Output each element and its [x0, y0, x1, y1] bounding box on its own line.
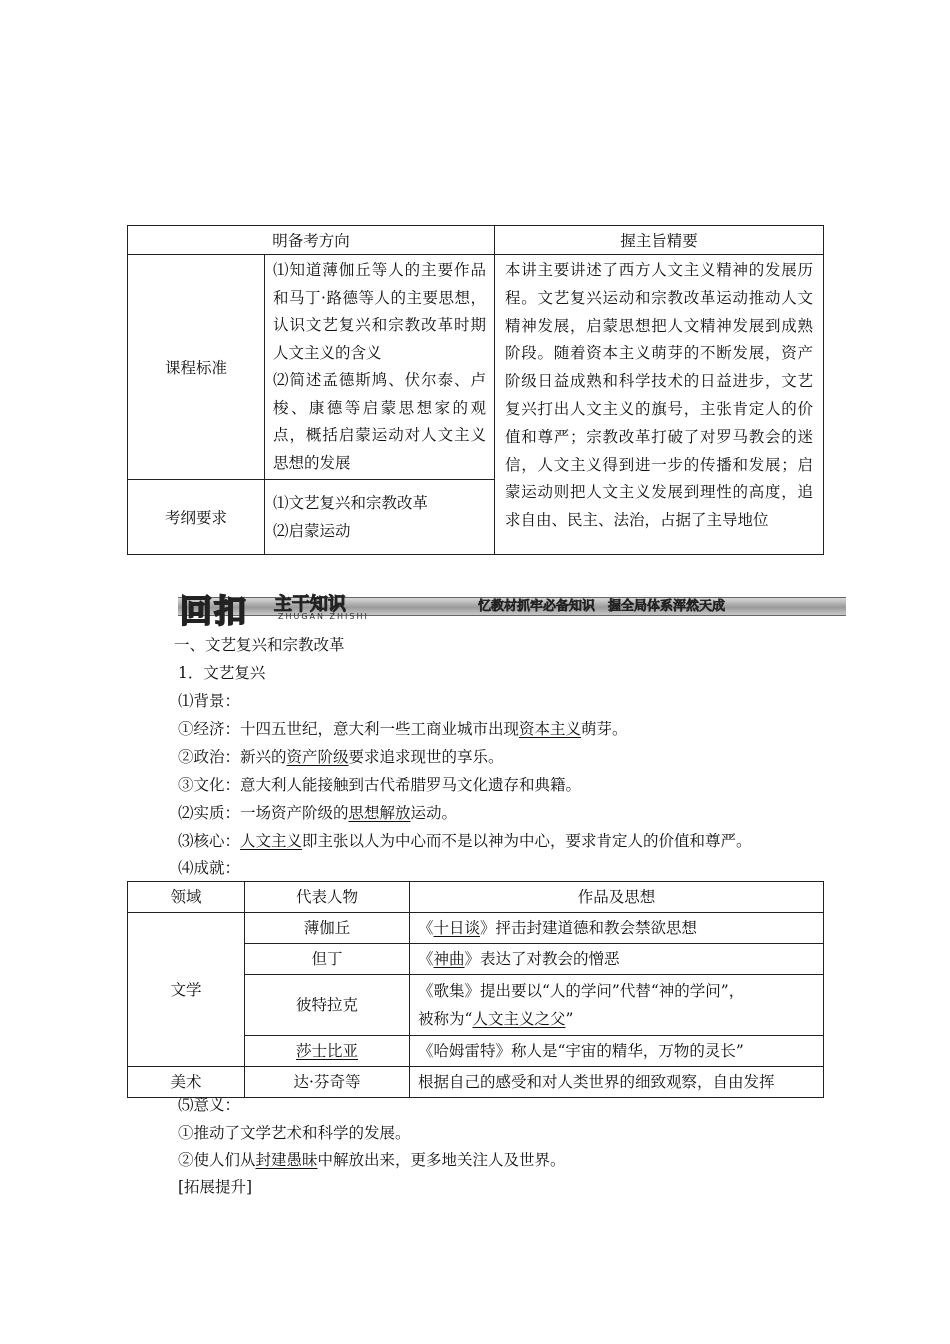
person-cell: 薄伽丘: [245, 913, 410, 944]
text: 要求追求现世的享乐。: [348, 748, 504, 766]
work-cell: 《哈姆雷特》称人是“宇宙的精华，万物的灵长”: [410, 1036, 824, 1067]
work-cell: [410, 975, 824, 1036]
text: 《: [418, 950, 434, 968]
achievement-table: [127, 881, 824, 1098]
text: ①经济：十四五世纪，意大利一些工商业城市出现: [178, 720, 520, 738]
syllabus-item-2: ⑵启蒙运动: [273, 522, 351, 540]
keyword: 人文主义: [240, 832, 303, 850]
culture-line: ③文化：意大利人能接触到古代希腊罗马文化遗存和典籍。: [178, 776, 582, 794]
significance-item-1: ①推动了文学艺术和科学的发展。: [178, 1124, 411, 1142]
text: 萌芽。: [581, 720, 628, 738]
essence-line: [178, 801, 457, 823]
text: ”: [565, 1010, 574, 1028]
curriculum-item-2: ⑵简述孟德斯鸠、伏尔泰、卢梭、康德等启蒙思想家的观点，概括启蒙运动对人文主义思想的发展: [273, 371, 487, 472]
text: 》抨击封建道德和教会禁欲思想: [480, 919, 698, 937]
banner-pinyin: ZHUGAN ZHISHI: [278, 612, 369, 621]
header-main-points: 握主旨精要: [495, 226, 824, 255]
economy-line: [178, 717, 628, 739]
text: [418, 1005, 815, 1033]
text: 《: [418, 919, 434, 937]
keyword: 封建愚昧: [255, 1151, 318, 1169]
header-field: 领域: [128, 882, 245, 913]
text: ②使人们从: [178, 1151, 256, 1169]
curriculum-item-1: ⑴知道薄伽丘等人的主要作品和马丁·路德等人的主要思想，认识文艺复兴和宗教改革时期人文主义的含义: [273, 261, 487, 362]
extension-heading: [拓展提升]: [178, 1178, 253, 1196]
person-cell: 但丁: [245, 944, 410, 975]
summary-text: 本讲主要讲述了西方人文主义精神的发展历程。文艺复兴运动和宗教改革运动推动人文精神发展，启蒙思想把人文精神发展到成熟阶段。随着资本主义萌芽的不断发展，资产阶级日益成熟和科学技术的日益进步，文艺复兴打出人文主义的旗号，主张肯定人的价值和尊严；宗教改革打破了对罗马教会的迷信，人文主义得到进一步的传播和发展；启蒙运动则把人文主义发展到理性的高度，追求自由、民主、法治，占据了主导地位: [495, 255, 824, 555]
text: 被称为“: [418, 1010, 473, 1028]
background-heading: ⑴背景：: [178, 692, 241, 710]
field-literature: 文学: [128, 913, 245, 1067]
curriculum-content: [265, 255, 495, 480]
politics-line: [178, 745, 504, 767]
syllabus-item-1: ⑴文艺复兴和宗教改革: [273, 494, 429, 512]
significance-item-2: [178, 1148, 566, 1170]
text: ⑵实质：一场资产阶级的: [178, 804, 349, 822]
work-cell: [410, 913, 824, 944]
person-cell: [245, 1036, 410, 1067]
keyword: 莎士比亚: [295, 1042, 358, 1060]
keyword: 资产阶级: [286, 748, 349, 766]
person-cell: 达·芬奇等: [245, 1067, 410, 1098]
keyword: 十日谈: [433, 919, 481, 937]
table-header-row: [128, 882, 824, 913]
field-art: 美术: [128, 1067, 245, 1098]
header-work: 作品及思想: [410, 882, 824, 913]
banner-subtitle: 主干知识: [274, 594, 346, 615]
keyword: 资本主义: [519, 720, 582, 738]
table-row: [128, 255, 824, 480]
text: 》表达了对教会的憎恶: [464, 950, 620, 968]
table-header-row: [128, 226, 824, 255]
significance-heading: ⑸意义：: [178, 1096, 241, 1114]
subsection-heading: 1．文艺复兴: [178, 664, 266, 682]
text: ⑶核心：: [178, 832, 241, 850]
text: 《歌集》提出要以“人的学问”代替“神的学问”，: [418, 982, 745, 1000]
text: 即主张以人为中心而不是以神为中心，要求肯定人的价值和尊严。: [302, 832, 752, 850]
banner-title: 回扣: [180, 592, 249, 630]
text: 中解放出来，更多地关注人及世界。: [317, 1151, 566, 1169]
core-line: [178, 829, 752, 851]
table-row: [128, 913, 824, 944]
course-standard-table: [127, 225, 824, 555]
section-banner: [178, 590, 846, 630]
row-label-syllabus: 考纲要求: [128, 480, 265, 555]
section-heading: 一、文艺复兴和宗教改革: [174, 636, 345, 654]
keyword: 人文主义之父: [472, 1010, 566, 1028]
header-person: 代表人物: [245, 882, 410, 913]
banner-slogan: 忆教材抓牢必备知识 握全局体系浑然天成: [478, 599, 726, 614]
work-cell: 根据自己的感受和对人类世界的细致观察，自由发挥: [410, 1067, 824, 1098]
work-cell: [410, 944, 824, 975]
syllabus-content: [265, 480, 495, 555]
row-label-curriculum: 课程标准: [128, 255, 265, 480]
header-prep-direction: 明备考方向: [128, 226, 495, 255]
text: ②政治：新兴的: [178, 748, 287, 766]
keyword: 思想解放: [348, 804, 411, 822]
person-cell: 彼特拉克: [245, 975, 410, 1036]
achievement-heading: ⑷成就：: [178, 859, 241, 877]
text: 运动。: [410, 804, 458, 822]
keyword: 神曲: [433, 950, 465, 968]
